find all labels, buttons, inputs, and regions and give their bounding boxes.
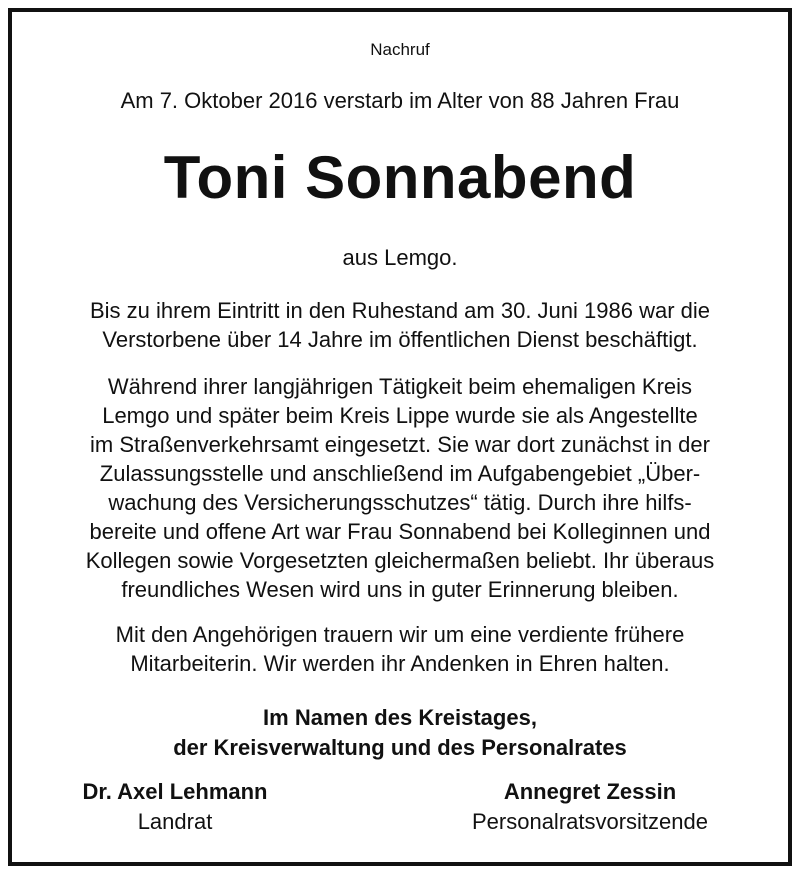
signatory-name: Dr. Axel Lehmann bbox=[82, 779, 268, 804]
signatory-role: Personalratsvorsitzende bbox=[471, 809, 708, 834]
text-line: Kollegen sowie Vorgesetzten gleichermaßen beliebt. Ihr überaus bbox=[85, 548, 715, 573]
signatory-left bbox=[40, 777, 310, 837]
text-line: im Straßenverkehrsamt eingesetzt. Sie war dort zunächst in der bbox=[90, 432, 710, 457]
origin-line: aus Lemgo. bbox=[342, 245, 458, 270]
text-line: bereite und offene Art war Frau Sonnabend bei Kolleginnen und bbox=[89, 519, 711, 544]
deceased-name: Toni Sonnabend bbox=[163, 144, 637, 211]
closing-line: Im Namen des Kreistages, bbox=[263, 705, 537, 730]
text-line: Verstorbene über 14 Jahre im öffentlichen Dienst beschäftigt. bbox=[102, 327, 698, 352]
paragraph-career bbox=[0, 296, 800, 354]
text-line: Zulassungsstelle und anschließend im Aufgabengebiet „Über- bbox=[99, 461, 701, 486]
notice-heading: Nachruf bbox=[370, 40, 430, 59]
text-line: wachung des Versicherungsschutzes“ tätig. Durch ihre hilfs- bbox=[108, 490, 692, 515]
text-line: Mit den Angehörigen trauern wir um eine verdiente frühere bbox=[115, 622, 685, 647]
text-line: Während ihrer langjährigen Tätigkeit beim ehemaligen Kreis bbox=[107, 374, 693, 399]
paragraph-condolence bbox=[0, 620, 800, 678]
paragraph-tribute bbox=[0, 372, 800, 604]
text-line: Lemgo und später beim Kreis Lippe wurde sie als Angestellte bbox=[102, 403, 698, 428]
text-line: freundliches Wesen wird uns in guter Erinnerung bleiben. bbox=[121, 577, 679, 602]
text-line: Bis zu ihrem Eintritt in den Ruhestand am 30. Juni 1986 war die bbox=[90, 298, 710, 323]
signatory-role: Landrat bbox=[137, 809, 213, 834]
text-line: Mitarbeiterin. Wir werden ihr Andenken in Ehren halten. bbox=[130, 651, 670, 676]
signatory-right bbox=[430, 777, 750, 837]
signatory-name: Annegret Zessin bbox=[503, 779, 677, 804]
closing-line: der Kreisverwaltung und des Personalrates bbox=[173, 735, 627, 760]
intro-line: Am 7. Oktober 2016 verstarb im Alter von 88 Jahren Frau bbox=[120, 88, 680, 113]
